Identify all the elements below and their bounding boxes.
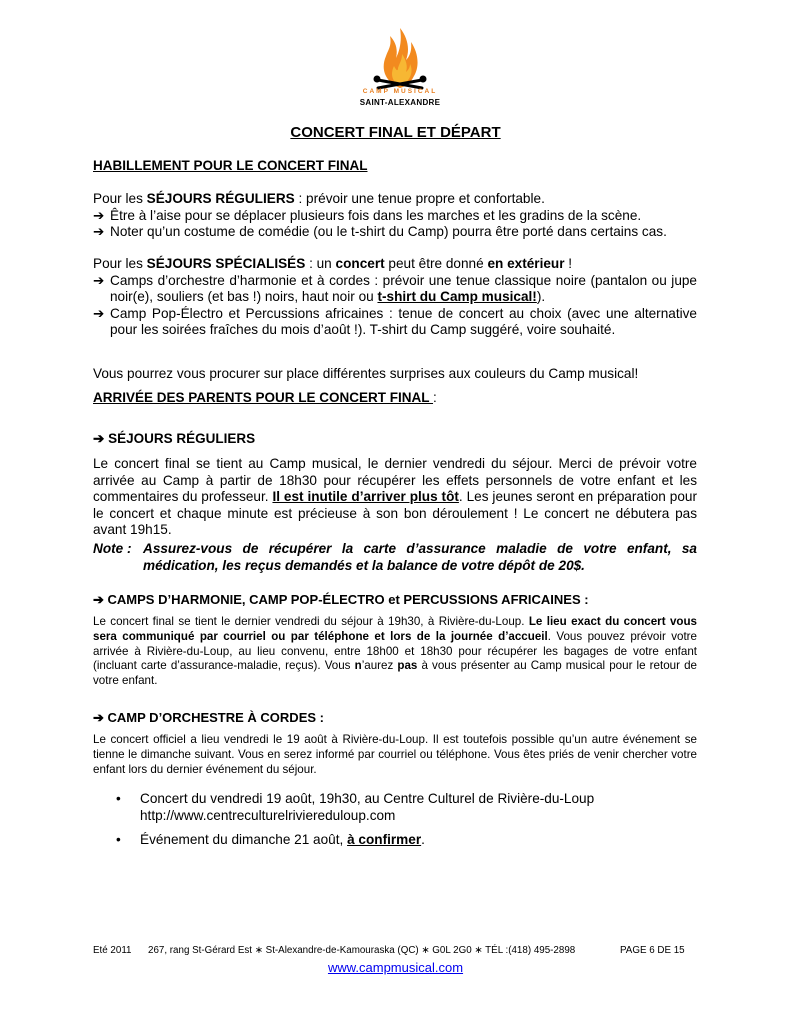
- arrow-icon: ➔: [93, 431, 105, 446]
- arrow-icon: ➔: [93, 305, 105, 321]
- regular-arrow-1: ➔ Être à l’aise pour se déplacer plusieurs fois dans les marches et les gradins de la scène.: [93, 207, 642, 223]
- heading-camps-harmonie: ➔ CAMPS D’HARMONIE, CAMP POP-ÉLECTRO et PERCUSSIONS AFRICAINES :: [93, 592, 589, 607]
- bullet-icon: •: [116, 791, 121, 806]
- arrow-icon: ➔: [93, 272, 105, 288]
- heading-arrivee: ARRIVÉE DES PARENTS POUR LE CONCERT FINAL :: [93, 390, 437, 405]
- note-block: [93, 541, 697, 574]
- heading-habillement: HABILLEMENT POUR LE CONCERT FINAL: [93, 158, 368, 173]
- flame-icon: [364, 22, 436, 94]
- specialized-arrow-2: ➔ Camp Pop-Électro et Percussions africaines : tenue de concert au choix (avec une alternative pour les soirées fraîches du mois d’août !). T-shirt du Camp suggéré, voire souhaité.: [93, 305, 697, 338]
- note-label: Note :: [93, 541, 132, 556]
- logo-line2: SAINT-ALEXANDRE: [359, 98, 441, 107]
- bullet-icon: •: [116, 832, 121, 848]
- heading-sejours-reguliers: ➔ SÉJOURS RÉGULIERS: [93, 431, 256, 446]
- arrow-icon: ➔: [93, 710, 104, 725]
- specialized-line: Pour les SÉJOURS SPÉCIALISÉS : un concert peut être donné en extérieur !: [93, 256, 573, 271]
- footer-season: Eté 2011: [93, 945, 132, 956]
- section-habillement-specialise: [93, 256, 697, 339]
- arrow-icon: ➔: [93, 207, 105, 223]
- strings-paragraph: Le concert officiel a lieu vendredi le 19 août à Rivière-du-Loup. Il est toutefois possible qu’un autre événement se tienne le dimanche suivant. Vous en serez informé par courriel ou téléphone. Vous êtes priés de venir chercher votre enfant lors du dernier événement du séjour.: [93, 733, 697, 776]
- list-item: • Concert du vendredi 19 août, 19h30, au Centre Culturel de Rivière-du-Loup http://www.centreculturelriviereduloup.com: [116, 791, 696, 824]
- list-item: • Événement du dimanche 21 août, à confirmer.: [116, 832, 425, 848]
- regular-line: Pour les SÉJOURS RÉGULIERS : prévoir une tenue propre et confortable.: [93, 191, 545, 206]
- page-title: CONCERT FINAL ET DÉPART: [290, 124, 501, 141]
- arrow-icon: ➔: [93, 224, 105, 240]
- footer-address: 267, rang St-Gérard Est ∗ St-Alexandre-de-Kamouraska (QC) ∗ G0L 2G0 ∗ TÉL :(418) 495-2898: [148, 945, 576, 956]
- harmony-paragraph: Le concert final se tient le dernier vendredi du séjour à 19h30, à Rivière-du-Loup. Le lieu exact du concert vous sera communiqué par courriel ou par téléphone et lors de la journée d’accueil. Vous pouvez prévoir votre arrivée à Rivière-du-Loup, au lieu convenu, entre 18h00 et 18h30 pour récupérer les bagages de votre enfant (incluant carte d’assurance-maladie, reçus). Vous n’aurez pas à vous présenter au Camp musical pour le retour de votre enfant.: [93, 615, 697, 688]
- arrow-icon: ➔: [93, 592, 104, 607]
- centre-culturel-link[interactable]: http://www.centreculturelriviereduloup.com: [140, 807, 396, 823]
- specialized-arrow-1: ➔ Camps d’orchestre d’harmonie et à cordes : prévoir une tenue classique noire (pantalon ou jupe noir(e), souliers (et bas !) noirs, haut noir ou t-shirt du Camp musical!).: [93, 272, 697, 305]
- website-link[interactable]: www.campmusical.com: [327, 960, 464, 975]
- footer-page-number: PAGE 6 DE 15: [620, 945, 685, 956]
- surprises-text: Vous pourrez vous procurer sur place différentes surprises aux couleurs du Camp musical!: [93, 366, 639, 381]
- heading-orchestre-cordes: ➔ CAMP D’ORCHESTRE À CORDES :: [93, 710, 324, 725]
- camp-logo: [359, 22, 441, 112]
- note-text: Assurez-vous de récupérer la carte d’assurance maladie de votre enfant, sa médication, les reçus demandés et la balance de votre dépôt de 20$.: [143, 541, 697, 573]
- section-habillement-regulier: [93, 191, 705, 241]
- bullet-list: [116, 791, 696, 849]
- regular-arrival-paragraph: Le concert final se tient au Camp musical, le dernier vendredi du séjour. Merci de prévoir votre arrivée au Camp à partir de 18h30 pour récupérer les effets personnels de votre enfant et les commentaires du professeur. Il est inutile d’arriver plus tôt. Les jeunes seront en préparation pour le concert et chaque minute est précieuse à son bon déroulement ! Le concert ne débutera pas avant 19h15.: [93, 456, 697, 538]
- regular-arrow-2: ➔ Noter qu’un costume de comédie (ou le t-shirt du Camp) pourra être porté dans certains cas.: [93, 224, 667, 240]
- logo-line1: CAMP MUSICAL: [362, 88, 438, 95]
